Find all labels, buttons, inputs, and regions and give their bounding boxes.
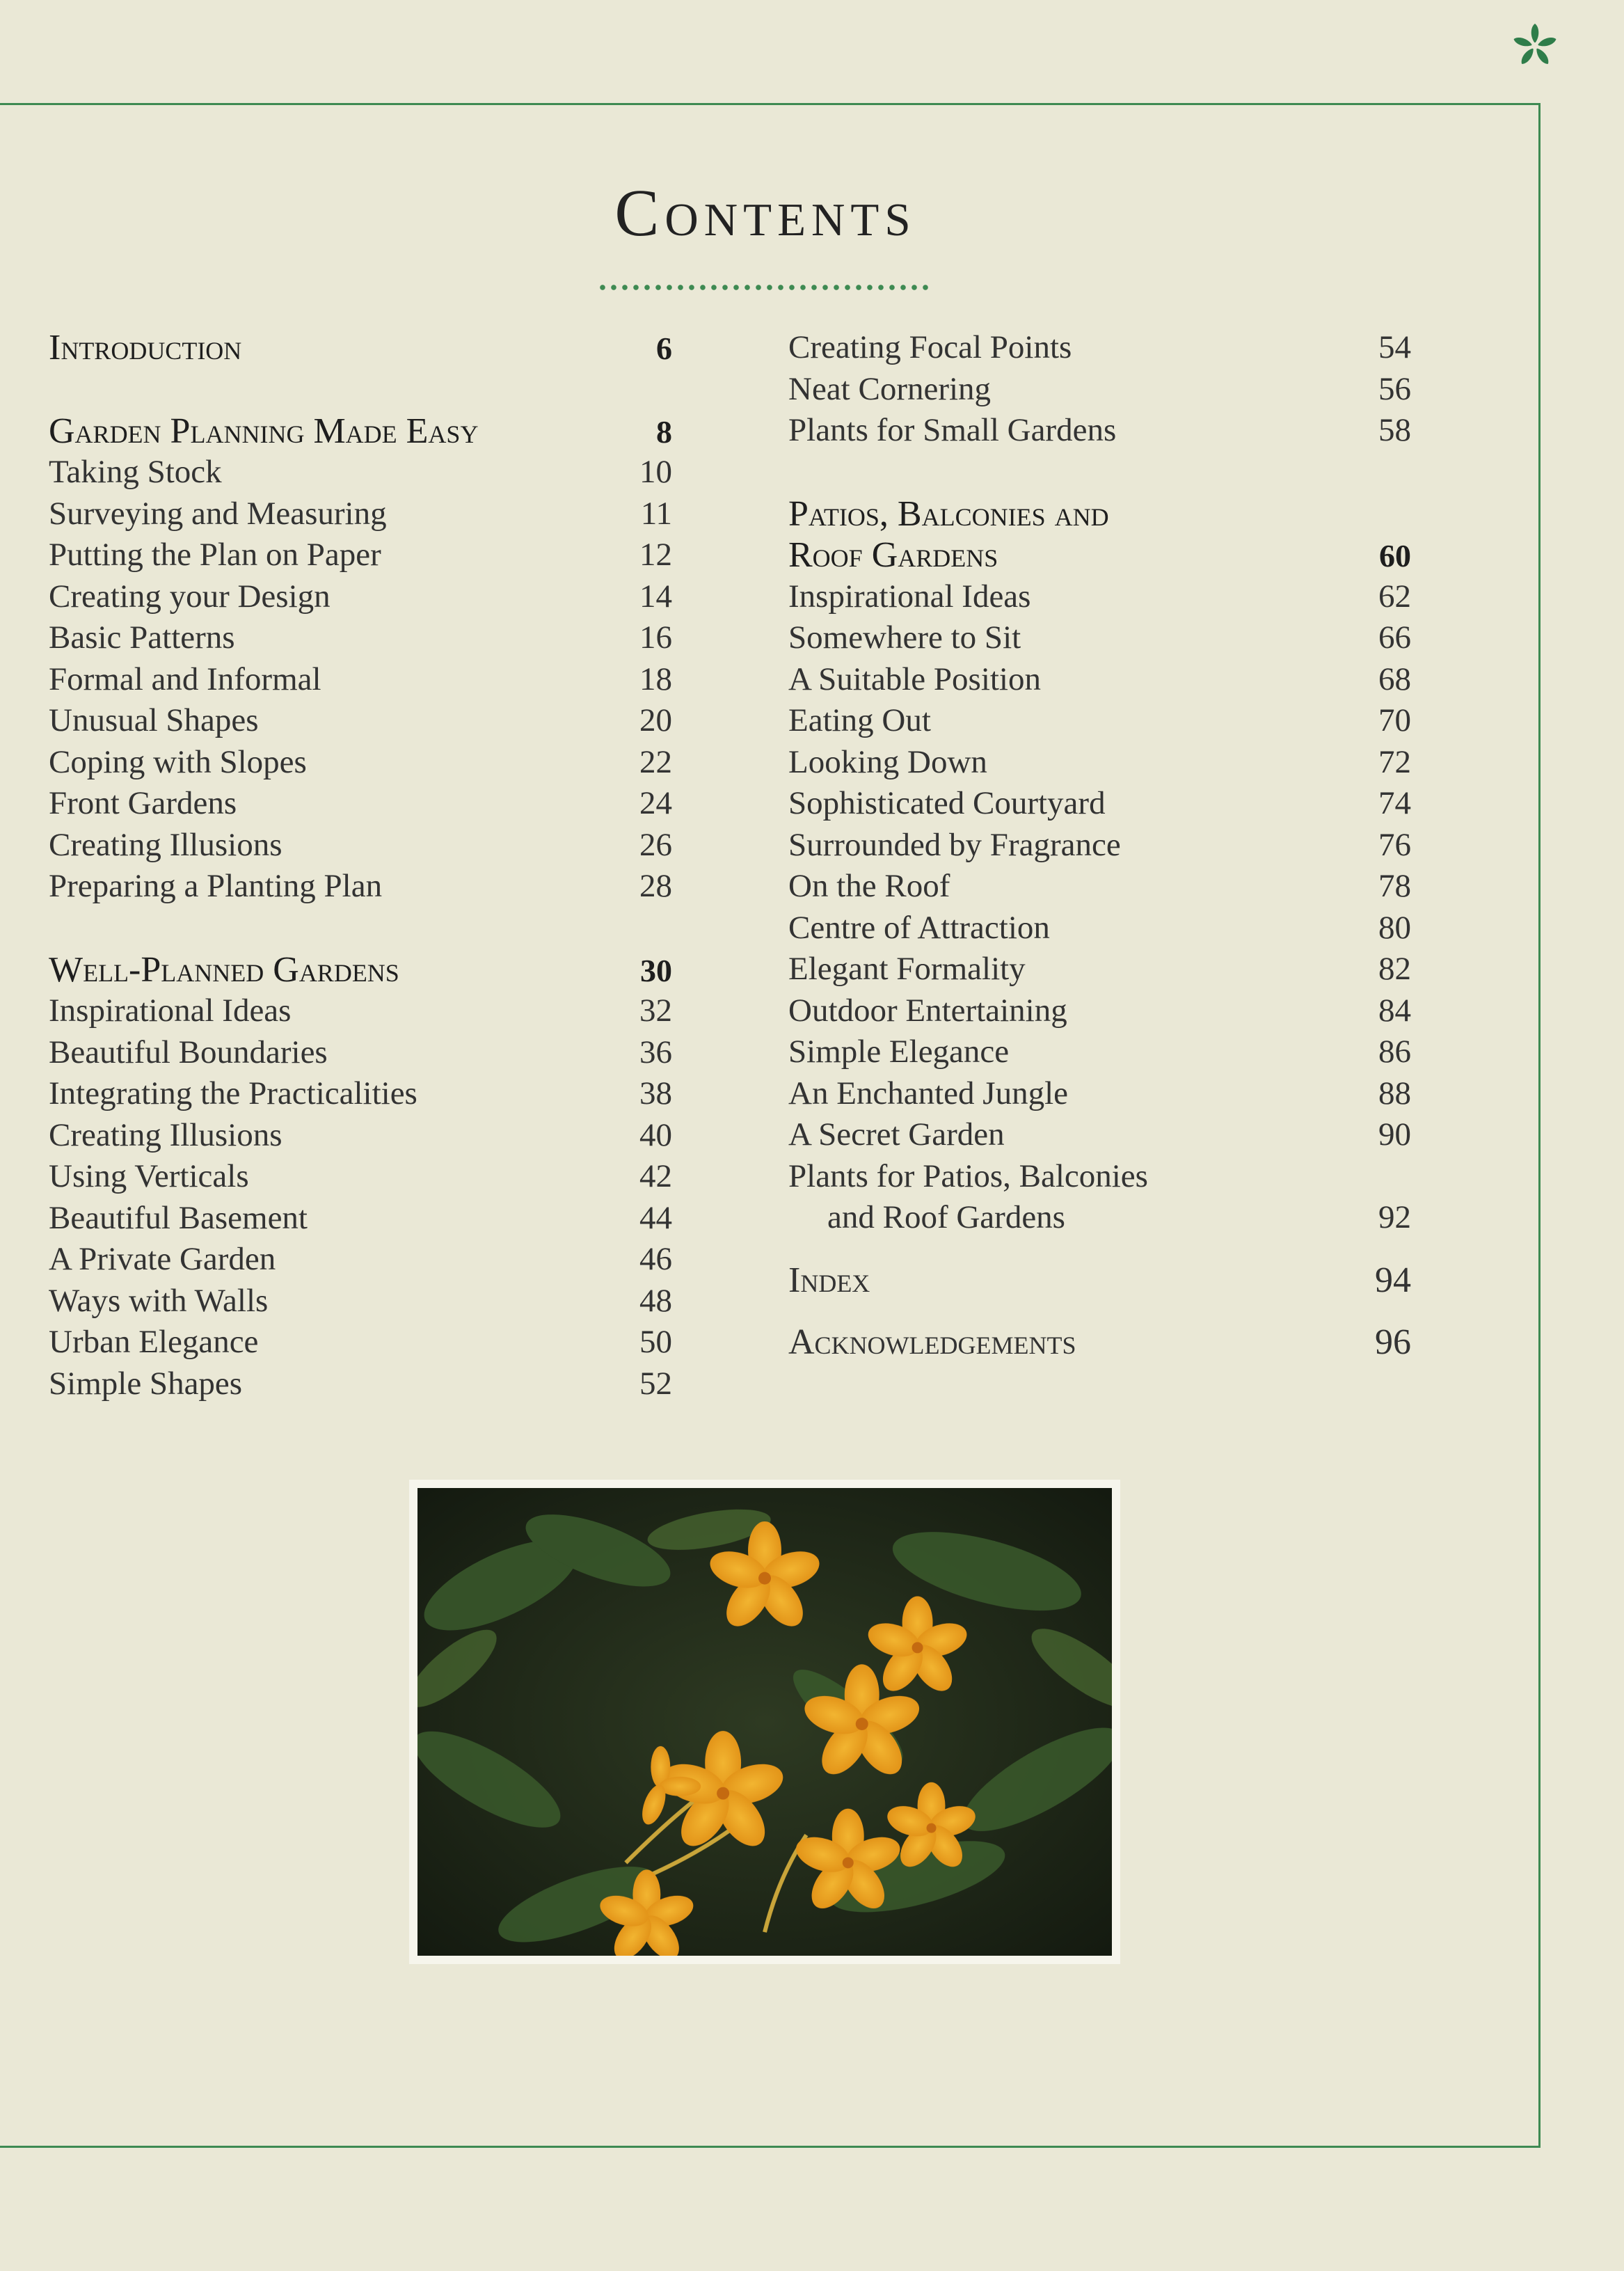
page-number: 56 <box>1378 370 1411 407</box>
page-number: 76 <box>1378 826 1411 863</box>
page-number: 38 <box>639 1075 672 1111</box>
contents-entry <box>788 327 1411 369</box>
page-number: 88 <box>1378 1075 1411 1111</box>
contents-entry <box>49 1156 672 1198</box>
page-number: 50 <box>639 1324 672 1360</box>
page-number: 46 <box>639 1241 672 1277</box>
page-number: 42 <box>639 1158 672 1194</box>
entry-title: Taking Stock <box>49 454 222 490</box>
section-heading <box>788 535 1411 576</box>
page-number: 12 <box>639 537 672 573</box>
contents-entry <box>49 825 672 867</box>
entry-title: Outdoor Entertaining <box>788 992 1067 1029</box>
entry-title: Roof Gardens <box>788 535 998 575</box>
page-number: 11 <box>640 495 672 532</box>
contents-entry <box>788 990 1411 1032</box>
contents-entry <box>49 659 672 701</box>
contents-entry <box>49 1363 672 1405</box>
contents-entry <box>788 908 1411 949</box>
flower-photo <box>409 1480 1120 1964</box>
page-number: 84 <box>1378 992 1411 1029</box>
entry-title: and Roof Gardens <box>827 1199 1065 1235</box>
contents-entry <box>49 1073 672 1115</box>
section-heading <box>49 411 672 452</box>
entry-title: Eating Out <box>788 702 931 738</box>
entry-title: Integrating the Practicalities <box>49 1075 417 1111</box>
page-number: 30 <box>640 952 672 988</box>
entry-title: On the Roof <box>788 868 950 904</box>
entry-title: Simple Elegance <box>788 1034 1010 1070</box>
contents-entry <box>788 1073 1411 1115</box>
page-number: 78 <box>1378 868 1411 904</box>
contents-entry <box>788 1031 1411 1073</box>
section-heading <box>49 949 672 991</box>
contents-entry <box>49 742 672 784</box>
contents-entry <box>49 1239 672 1281</box>
page-number: 28 <box>639 868 672 904</box>
contents-left-column <box>49 327 672 1404</box>
entry-title: Ways with Walls <box>49 1282 269 1319</box>
page-number: 52 <box>639 1365 672 1402</box>
contents-entry <box>49 576 672 618</box>
entry-title: Basic Patterns <box>49 619 235 656</box>
entry-title: Inspirational Ideas <box>49 992 292 1029</box>
page-number: 72 <box>1378 743 1411 780</box>
contents-entry <box>788 866 1411 908</box>
contents-entry <box>49 493 672 535</box>
entry-title: Garden Planning Made Easy <box>49 411 479 451</box>
page-number: 74 <box>1378 785 1411 821</box>
page-number: 92 <box>1378 1199 1411 1235</box>
page-number: 18 <box>639 660 672 697</box>
entry-title: Introduction <box>49 328 242 367</box>
contents-entry <box>49 1281 672 1322</box>
section-heading <box>788 493 1411 535</box>
entry-title: Somewhere to Sit <box>788 619 1021 656</box>
contents-entry <box>788 617 1411 659</box>
entry-title: Creating your Design <box>49 578 331 615</box>
entry-title: Using Verticals <box>49 1158 249 1194</box>
entry-title: Beautiful Boundaries <box>49 1034 328 1070</box>
contents-entry <box>49 617 672 659</box>
contents-entry <box>49 783 672 825</box>
contents-entry <box>788 700 1411 742</box>
contents-entry <box>788 825 1411 867</box>
section-heading <box>788 1260 1411 1301</box>
entry-title: Formal and Informal <box>49 660 321 697</box>
contents-entry <box>788 742 1411 784</box>
contents-entry <box>49 990 672 1032</box>
contents-entry <box>788 1114 1411 1156</box>
entry-title: Plants for Small Gardens <box>788 412 1117 448</box>
contents-entry <box>49 700 672 742</box>
entry-title: Index <box>788 1260 870 1300</box>
page-number: 14 <box>639 578 672 615</box>
page-number: 36 <box>639 1034 672 1070</box>
contents-right-column <box>788 327 1411 1363</box>
page-number: 66 <box>1378 619 1411 656</box>
page-number: 48 <box>639 1282 672 1319</box>
page-number: 40 <box>639 1116 672 1153</box>
entry-title: Centre of Attraction <box>788 909 1050 946</box>
entry-title: A Private Garden <box>49 1241 276 1277</box>
page-number: 94 <box>1375 1260 1411 1300</box>
entry-title: Creating Illusions <box>49 1116 282 1153</box>
page-number: 60 <box>1379 538 1411 573</box>
entry-title: Creating Illusions <box>49 826 282 863</box>
contents-entry <box>49 1198 672 1240</box>
contents-entry <box>788 783 1411 825</box>
entry-title: Simple Shapes <box>49 1365 243 1402</box>
contents-entry <box>788 369 1411 411</box>
yellow-flowers-image <box>417 1488 1112 1956</box>
page-number: 20 <box>639 702 672 738</box>
entry-title: Acknowledgements <box>788 1322 1076 1362</box>
contents-entry <box>49 535 672 576</box>
entry-title: Unusual Shapes <box>49 702 259 738</box>
contents-entry <box>49 1322 672 1363</box>
entry-title: Plants for Patios, Balconies <box>788 1157 1148 1194</box>
contents-entry <box>49 866 672 908</box>
contents-entry <box>788 410 1411 452</box>
page-number: 10 <box>639 454 672 490</box>
entry-title: Front Gardens <box>49 785 237 821</box>
entry-title: Putting the Plan on Paper <box>49 537 381 573</box>
entry-title: Looking Down <box>788 743 987 780</box>
page-number: 16 <box>639 619 672 656</box>
page-number: 24 <box>639 785 672 821</box>
entry-title: Neat Cornering <box>788 370 992 407</box>
contents-entry <box>49 452 672 493</box>
page-title: Contents <box>614 175 916 250</box>
section-heading <box>788 1322 1411 1363</box>
page-number: 96 <box>1375 1322 1411 1362</box>
page-number: 26 <box>639 826 672 863</box>
entry-title: A Secret Garden <box>788 1116 1005 1153</box>
page-number: 6 <box>656 331 672 366</box>
contents-entry <box>49 1032 672 1074</box>
page-number: 22 <box>639 743 672 780</box>
page-number: 86 <box>1378 1034 1411 1070</box>
page-number: 44 <box>639 1199 672 1236</box>
entry-title: Well-Planned Gardens <box>49 949 399 990</box>
entry-title: Elegant Formality <box>788 951 1026 987</box>
title-divider <box>597 284 931 291</box>
entry-title: A Suitable Position <box>788 660 1041 697</box>
entry-title: Beautiful Basement <box>49 1199 308 1236</box>
page-number: 80 <box>1378 909 1411 946</box>
entry-title: Coping with Slopes <box>49 743 307 780</box>
entry-title: Preparing a Planting Plan <box>49 868 383 904</box>
contents-entry <box>788 949 1411 990</box>
entry-title: Patios, Balconies and <box>788 493 1109 534</box>
entry-title: Urban Elegance <box>49 1324 259 1360</box>
contents-entry <box>49 1115 672 1157</box>
entry-title: Sophisticated Courtyard <box>788 785 1106 821</box>
page-number: 32 <box>639 992 672 1029</box>
contents-entry <box>788 659 1411 701</box>
contents-entry <box>788 1156 1411 1198</box>
entry-title: Surrounded by Fragrance <box>788 826 1121 863</box>
page-number: 68 <box>1378 660 1411 697</box>
page-number: 58 <box>1378 412 1411 448</box>
page-number: 82 <box>1378 951 1411 987</box>
page-number: 70 <box>1378 702 1411 738</box>
page-number: 8 <box>656 413 672 450</box>
contents-entry <box>788 576 1411 618</box>
entry-title: Surveying and Measuring <box>49 495 387 532</box>
contents-entry <box>788 1197 1411 1239</box>
page-number: 62 <box>1378 578 1411 615</box>
entry-title: Inspirational Ideas <box>788 578 1031 615</box>
leaf-rosette-icon <box>1511 22 1559 70</box>
page-number: 90 <box>1378 1116 1411 1153</box>
entry-title: An Enchanted Jungle <box>788 1075 1069 1111</box>
entry-title: Creating Focal Points <box>788 329 1072 365</box>
page-number: 54 <box>1378 329 1411 365</box>
section-heading <box>49 327 672 369</box>
